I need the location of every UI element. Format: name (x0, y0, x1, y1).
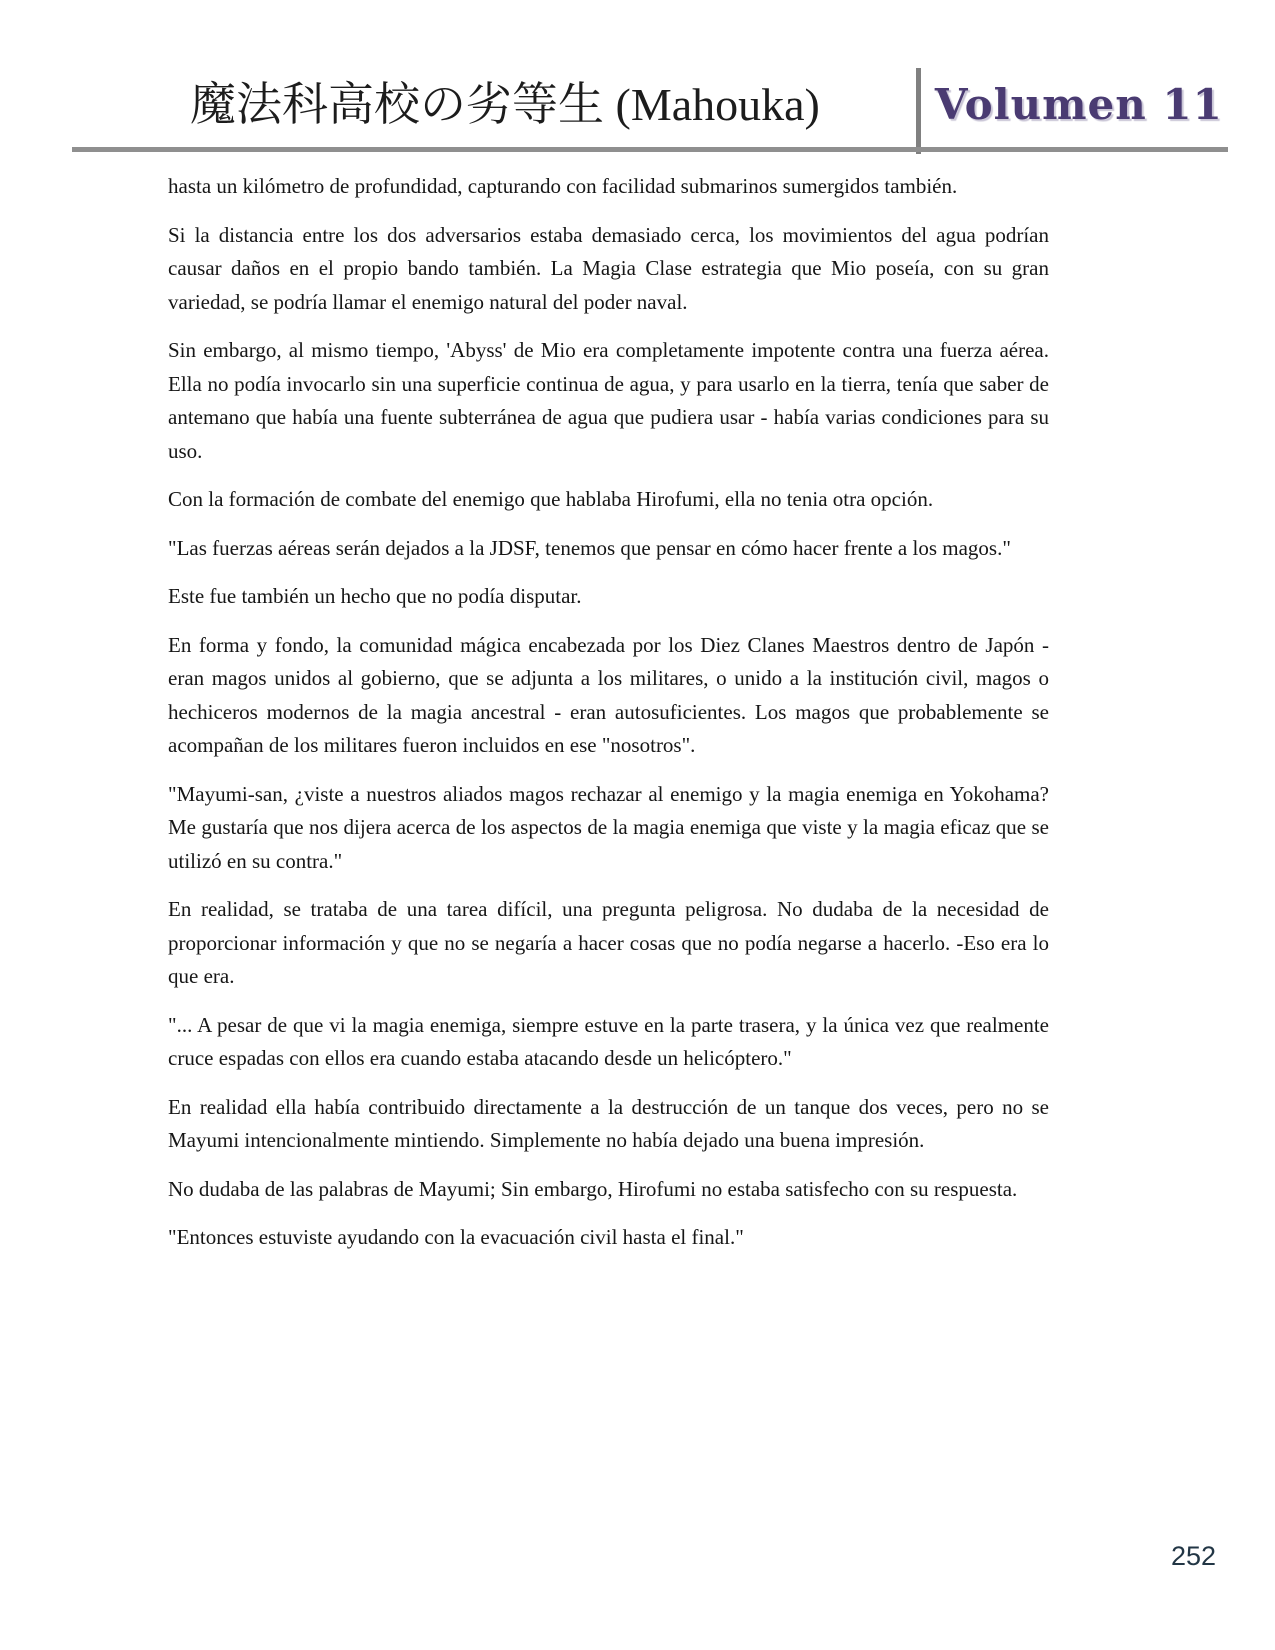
paragraph: En realidad, se trataba de una tarea difícil, una pregunta peligrosa. No dudaba de la necesidad de proporcionar información y que no se negaría a hacer cosas que no podía negarse a hacerlo. -Eso era lo que era. (168, 897, 1049, 988)
header-row (190, 62, 1223, 154)
paragraph: En realidad ella había contribuido directamente a la destrucción de un tanque dos veces, pero no se Mayumi intencionalmente mintiendo. Simplemente no había dejado una buena impresión. (168, 1094, 1049, 1152)
paragraph: hasta un kilómetro de profundidad, capturando con facilidad submarinos sumergidos también. (168, 174, 958, 198)
body-text (168, 170, 1049, 1270)
paragraph: "Mayumi-san, ¿viste a nuestros aliados magos rechazar al enemigo y la magia enemiga en Yokohama? Me gustaría que nos dijera acerca de los aspectos de la magia enemiga que viste y la magia eficaz que se utilizó en su contra." (168, 781, 1049, 873)
paragraph: "... A pesar de que vi la magia enemiga, siempre estuve en la parte trasera, y la única vez que realmente cruce espadas con ellos era cuando estaba atacando desde un helicóptero." (168, 1012, 1049, 1070)
paragraph: No dudaba de las palabras de Mayumi; Sin embargo, Hirofumi no estaba satisfecho con su respuesta. (168, 1176, 1018, 1201)
header-rule (72, 147, 1228, 152)
paragraph: Sin embargo, al mismo tiempo, 'Abyss' de Mio era completamente impotente contra una fuerza aérea. Ella no podía invocarlo sin una superficie continua de agua, y para usarlo en la tierra, tenía que saber de antemano que había una fuente subterránea de agua que pudiera usar - había varias condiciones para su uso. (168, 338, 1049, 463)
paragraph: "Entonces estuviste ayudando con la evacuación civil hasta el final." (168, 1225, 744, 1249)
paragraph: Este fue también un hecho que no podía disputar. (168, 584, 582, 608)
paragraph: Con la formación de combate del enemigo que hablaba Hirofumi, ella no tenia otra opción. (168, 487, 934, 511)
page-header (0, 0, 1275, 148)
document-title: 魔法科高校の劣等生 (Mahouka) (190, 79, 820, 130)
volume-label: Volumen 11 (934, 80, 1223, 129)
page-number: 252 (1170, 1541, 1216, 1571)
paragraph: Si la distancia entre los dos adversarios estaba demasiado cerca, los movimientos del agua podrían causar daños en el propio bando también. La Magia Clase estrategia que Mio poseía, con su gran variedad, se podría llamar el enemigo natural del poder naval. (168, 222, 1049, 314)
paragraph: "Las fuerzas aéreas serán dejados a la JDSF, tenemos que pensar en cómo hacer frente a los magos." (168, 535, 1011, 560)
paragraph: En forma y fondo, la comunidad mágica encabezada por los Diez Clanes Maestros dentro de Japón - eran magos unidos al gobierno, que se adjunta a los militares, o unido a la institución civil, magos o hechiceros modernos de la magia ancestral - eran autosuficientes. Los magos que probablemente se acompañan de los militares fueron incluidos en ese "nosotros". (168, 632, 1049, 757)
